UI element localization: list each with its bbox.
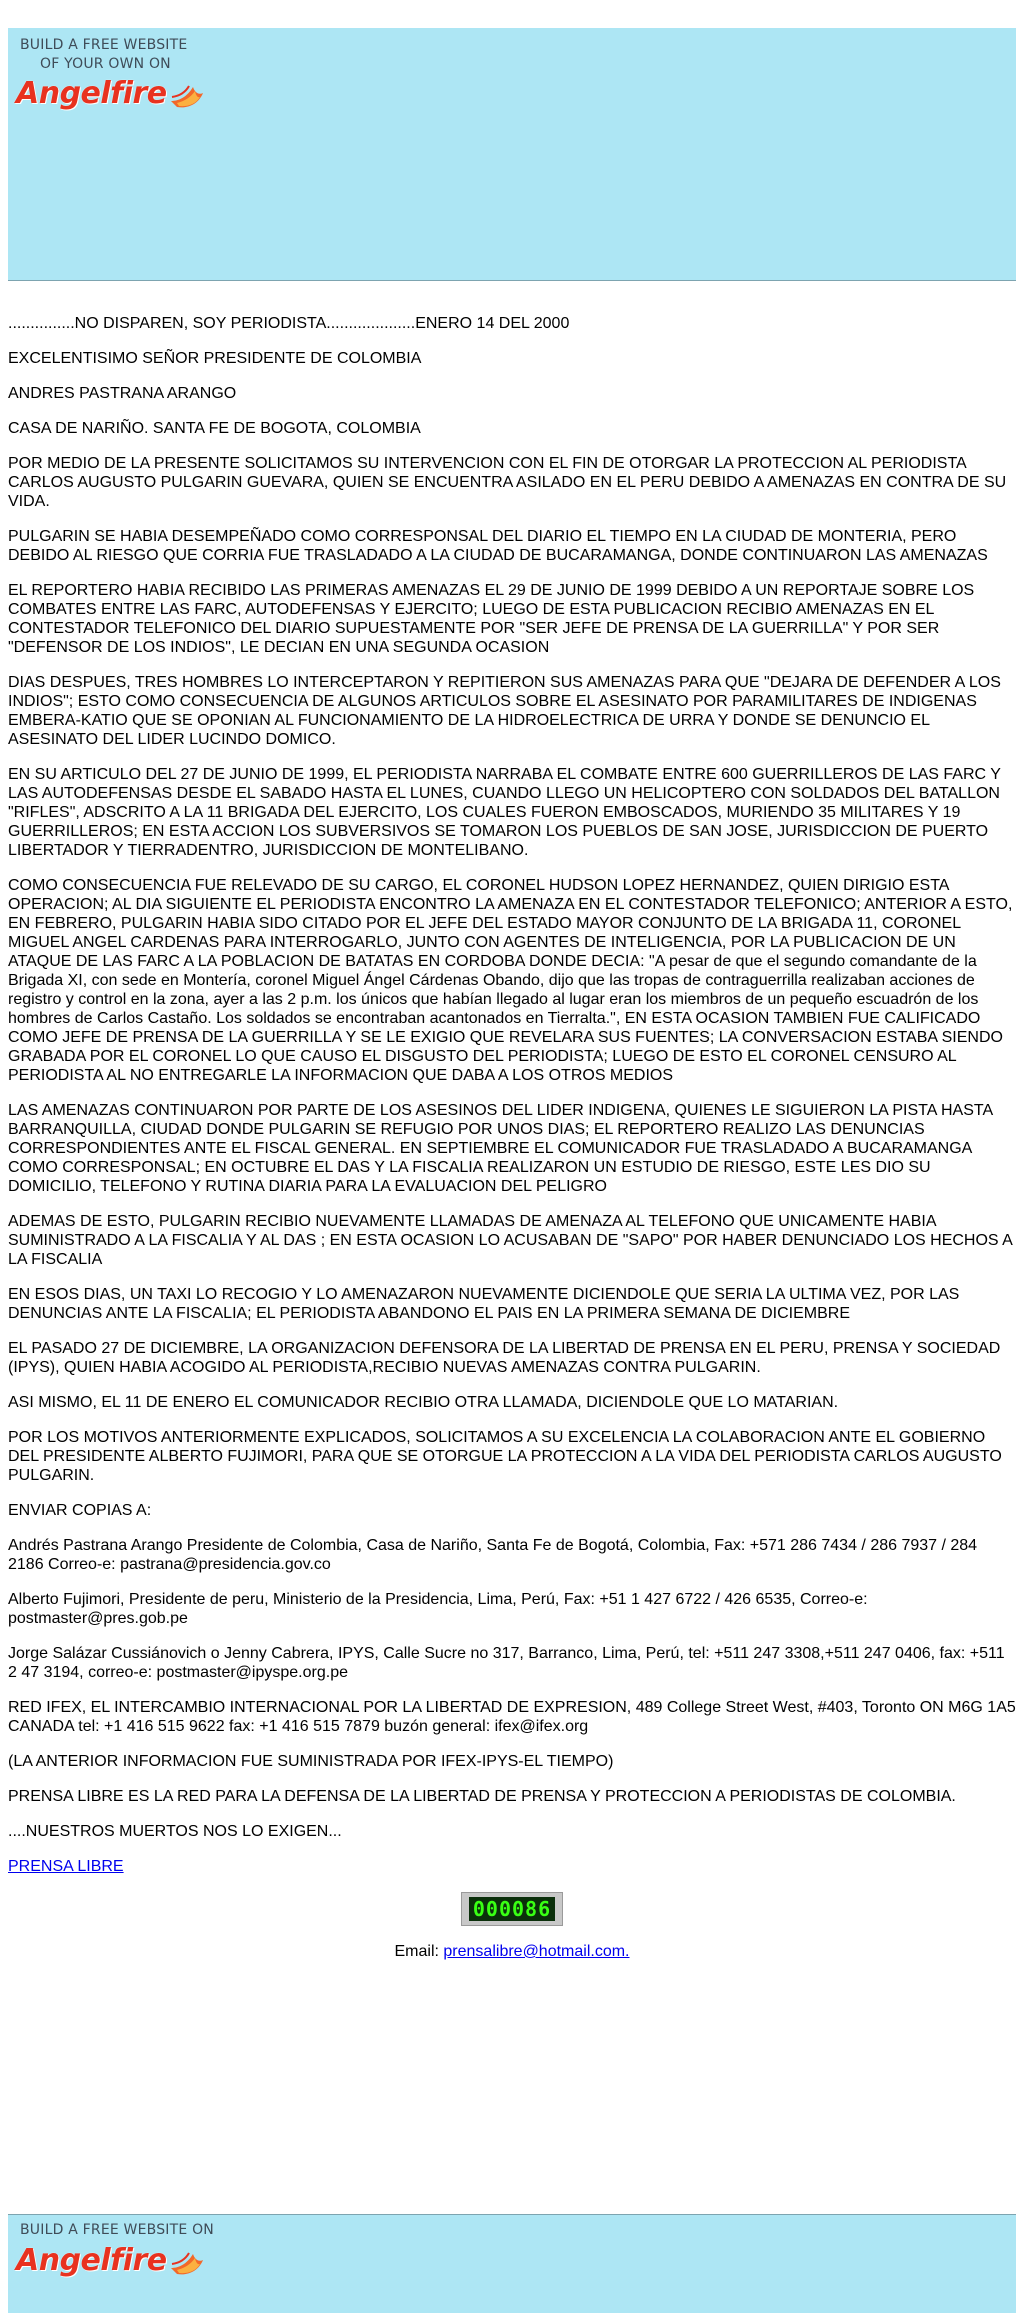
promo-line-1: BUILD A FREE WEBSITE [20,37,188,53]
letter-content [8,314,1016,1961]
prensa-libre-link[interactable]: PRENSA LIBRE [8,1858,124,1875]
promo-line-2: OF YOUR OWN ON [40,56,171,72]
network-note: PRENSA LIBRE ES LA RED PARA LA DEFENSA DE LA LIBERTAD DE PRENSA Y PROTECCION A PERIODISTAS DE COLOMBIA. [8,1788,956,1805]
angelfire-logo-bottom[interactable] [16,2243,205,2278]
body-paragraph: COMO CONSECUENCIA FUE RELEVADO DE SU CARGO, EL CORONEL HUDSON LOPEZ HERNANDEZ, QUIEN DIRIGIO ESTA OPERACION; AL DIA SIGUIENTE EL PERIODISTA ENCONTRO LA AMENAZA EN EL CONTESTADOR TELEFONICO; ANTERIOR A ESTO, EN FEBRERO, PULGARIN HABIA SIDO CITADO POR EL JEFE DEL ESTADO MAYOR CONJUNTO DE LA BRIGADA 11, CORONEL MIGUEL ANGEL CARDENAS PARA INTERROGARLO, JUNTO CON AGENTES DE INTELIGENCIA, POR LA PUBLICACION DE UN ATAQUE DE LAS FARC A LA POBLACION DE BATATAS EN CORDOBA DONDE DECIA: "A pesar de que el segundo comandante de la Brigada XI, con sede en Montería, coronel Miguel Ángel Cárdenas Obando, dijo que las tropas de contraguerrilla realizaban acciones de registro y control en la zona, ayer a las 2 p.m. los únicos que habían llegado al lugar eran los miembros de un pequeño escuadrón de los hombres de Carlos Castaño. Los soldados se encontraban acantonados en Tierralta.", EN ESTA OCASION TAMBIEN FUE CALIFICADO COMO JEFE DE PRENSA DE LA GUERRILLA Y SE LE EXIGIO QUE REVELARA SUS FUENTES; LA CONVERSACION ESTABA SIENDO GRABADA POR EL CORONEL LO QUE CAUSO EL DISGUSTO DEL PERIODISTA; LUEGO DE ESTO EL CORONEL CENSURO AL PERIODISTA AL NO ENTREGARLE LA INFORMACION QUE DABA A LOS OTROS MEDIOS [8,877,1013,1084]
body-paragraph: EL REPORTERO HABIA RECIBIDO LAS PRIMERAS AMENAZAS EL 29 DE JUNIO DE 1999 DEBIDO A UN REPORTAJE SOBRE LOS COMBATES ENTRE LAS FARC, AUTODEFENSAS Y EJERCITO; LUEGO DE ESTA PUBLICACION RECIBIO AMENAZAS EN EL CONTESTADOR TELEFONICO DEL DIARIO SUPUESTAMENTE POR "SER JEFE DE PRENSA DE LA GUERRILLA" Y POR SER "DEFENSOR DE LOS INDIOS", LE DECIAN EN UNA SEGUNDA OCASION [8,582,975,656]
top-ad-banner[interactable] [8,28,1016,281]
contact-entry: RED IFEX, EL INTERCAMBIO INTERNACIONAL POR LA LIBERTAD DE EXPRESION, 489 College Street West, #403, Toronto ON M6G 1A5 CANADA tel: +1 416 515 9622 fax: +1 416 515 7879 buzón general: ifex@ifex.org [8,1699,1016,1735]
copies-heading: ENVIAR COPIAS A: [8,1502,152,1519]
source-note: (LA ANTERIOR INFORMACION FUE SUMINISTRADA POR IFEX-IPYS-EL TIEMPO) [8,1753,614,1770]
angelfire-logo-text: Angelfire [16,2243,167,2278]
body-paragraph: POR LOS MOTIVOS ANTERIORMENTE EXPLICADOS, SOLICITAMOS A SU EXCELENCIA LA COLABORACION ANTE EL GOBIERNO DEL PRESIDENTE ALBERTO FUJIMORI, PARA QUE SE OTORGUE LA PROTECCION A LA VIDA DEL PERIODISTA CARLOS AUGUSTO PULGARIN. [8,1429,1002,1484]
body-paragraph: ADEMAS DE ESTO, PULGARIN RECIBIO NUEVAMENTE LLAMADAS DE AMENAZA AL TELEFONO QUE UNICAMENTE HABIA SUMINISTRADO A LA FISCALIA Y AL DAS ; EN ESTA OCASION LO ACUSABAN DE "SAPO" POR HABER DENUNCIADO LOS HECHOS A LA FISCALIA [8,1213,1012,1268]
prensa-libre-paragraph [8,1857,1016,1876]
flame-icon [169,79,205,109]
hit-counter-digits: 000086 [469,1897,555,1921]
contact-entry: Andrés Pastrana Arango Presidente de Colombia, Casa de Nariño, Santa Fe de Bogotá, Colombia, Fax: +571 286 7434 / 286 7937 / 284 2186 Correo-e: pastrana@presidencia.gov.co [8,1537,978,1573]
email-line [8,1942,1016,1961]
body-paragraph: EL PASADO 27 DE DICIEMBRE, LA ORGANIZACION DEFENSORA DE LA LIBERTAD DE PRENSA EN EL PERU, PRENSA Y SOCIEDAD (IPYS), QUIEN HABIA ACOGIDO AL PERIODISTA,RECIBIO NUEVAS AMENAZAS CONTRA PULGARIN. [8,1340,1001,1376]
body-paragraph: POR MEDIO DE LA PRESENTE SOLICITAMOS SU INTERVENCION CON EL FIN DE OTORGAR LA PROTECCION AL PERIODISTA CARLOS AUGUSTO PULGARIN GUEVARA, QUIEN SE ENCUENTRA ASILADO EN EL PERU DEBIDO A AMENAZAS EN CONTRA DE SU VIDA. [8,455,1007,510]
body-paragraph: ASI MISMO, EL 11 DE ENERO EL COMUNICADOR RECIBIO OTRA LLAMADA, DICIENDOLE QUE LO MATARIAN. [8,1394,839,1411]
addressee-name: ANDRES PASTRANA ARANGO [8,385,237,402]
hit-counter-wrap [8,1892,1016,1926]
body-paragraph: EN ESOS DIAS, UN TAXI LO RECOGIO Y LO AMENAZARON NUEVAMENTE DICIENDOLE QUE SERIA LA ULTIMA VEZ, POR LAS DENUNCIAS ANTE LA FISCALIA; EL PERIODISTA ABANDONO EL PAIS EN LA PRIMERA SEMANA DE DICIEMBRE [8,1286,960,1322]
email-link[interactable]: prensalibre@hotmail.com. [443,1943,630,1960]
promo-text-bottom: BUILD A FREE WEBSITE ON [20,2222,214,2238]
flame-icon [169,2246,205,2276]
heading-date-line: ...............NO DISPAREN, SOY PERIODISTA....................ENERO 14 DEL 2000 [8,315,570,332]
addressee-title: EXCELENTISIMO SEÑOR PRESIDENTE DE COLOMBIA [8,350,422,367]
contact-entry: Alberto Fujimori, Presidente de peru, Ministerio de la Presidencia, Lima, Perú, Fax: +51 1 427 6722 / 426 6535, Correo-e: postmaster@pres.gob.pe [8,1591,868,1627]
body-paragraph: DIAS DESPUES, TRES HOMBRES LO INTERCEPTARON Y REPITIERON SUS AMENAZAS PARA QUE "DEJARA DE DEFENDER A LOS INDIOS"; ESTO COMO CONSECUENCIA DE ALGUNOS ARTICULOS SOBRE EL ASESINATO POR PARAMILITARES DE INDIGENAS EMBERA-KATIO QUE SE OPONIAN AL FUNCIONAMIENTO DE LA HIDROELECTRICA DE URRA Y DONDE SE DENUNCIO EL ASESINATO DEL LIDER LUCINDO DOMICO. [8,674,1001,748]
email-label: Email: [394,1943,439,1960]
body-paragraph: LAS AMENAZAS CONTINUARON POR PARTE DE LOS ASESINOS DEL LIDER INDIGENA, QUIENES LE SIGUIERON LA PISTA HASTA BARRANQUILLA, CIUDAD DONDE PULGARIN SE REFUGIO POR UNOS DIAS; EL REPORTERO REALIZO LAS DENUNCIAS CORRESPONDIENTES ANTE EL FISCAL GENERAL. EN SEPTIEMBRE EL COMUNICADOR FUE TRASLADADO A BUCARAMANGA COMO CORRESPONSAL; EN OCTUBRE EL DAS Y LA FISCALIA REALIZARON UN ESTUDIO DE RIESGO, ESTE LES DIO SU DOMICILIO, TELEFONO Y RUTINA DIARIA PARA LA EVALUACION DEL PELIGRO [8,1102,993,1195]
hit-counter [461,1892,563,1926]
bottom-ad-banner[interactable] [8,2214,1016,2313]
addressee-address: CASA DE NARIÑO. SANTA FE DE BOGOTA, COLOMBIA [8,420,421,437]
closing-line: ....NUESTROS MUERTOS NOS LO EXIGEN... [8,1823,342,1840]
body-paragraph: EN SU ARTICULO DEL 27 DE JUNIO DE 1999, EL PERIODISTA NARRABA EL COMBATE ENTRE 600 GUERRILLEROS DE LAS FARC Y LAS AUTODEFENSAS DESDE EL SABADO HASTA EL LUNES, CUANDO LLEGO UN HELICOPTERO CON SOLDADOS DEL BATALLON "RIFLES", ADSCRITO A LA 11 BRIGADA DEL EJERCITO, LOS CUALES FUERON EMBOSCADOS, MURIENDO 35 MILITARES Y 19 GUERRILLEROS; EN ESTA ACCION LOS SUBVERSIVOS SE TOMARON LOS PUEBLOS DE SAN JOSE, JURISDICCION DE PUERTO LIBERTADOR Y TIERRADENTRO, JURISDICCION DE MONTELIBANO. [8,766,1001,859]
angelfire-logo-text: Angelfire [16,76,167,111]
angelfire-logo[interactable] [16,76,205,111]
body-paragraph: PULGARIN SE HABIA DESEMPEÑADO COMO CORRESPONSAL DEL DIARIO EL TIEMPO EN LA CIUDAD DE MONTERIA, PERO DEBIDO AL RIESGO QUE CORRIA FUE TRASLADADO A LA CIUDAD DE BUCARAMANGA, DONDE CONTINUARON LAS AMENAZAS [8,528,988,564]
promo-text [20,36,187,74]
contact-entry: Jorge Salázar Cussiánovich o Jenny Cabrera, IPYS, Calle Sucre no 317, Barranco, Lima, Perú, tel: +511 247 3308,+511 247 0406, fax: +511 2 47 3194, correo-e: postmaster@ipyspe.org.pe [8,1645,1005,1681]
